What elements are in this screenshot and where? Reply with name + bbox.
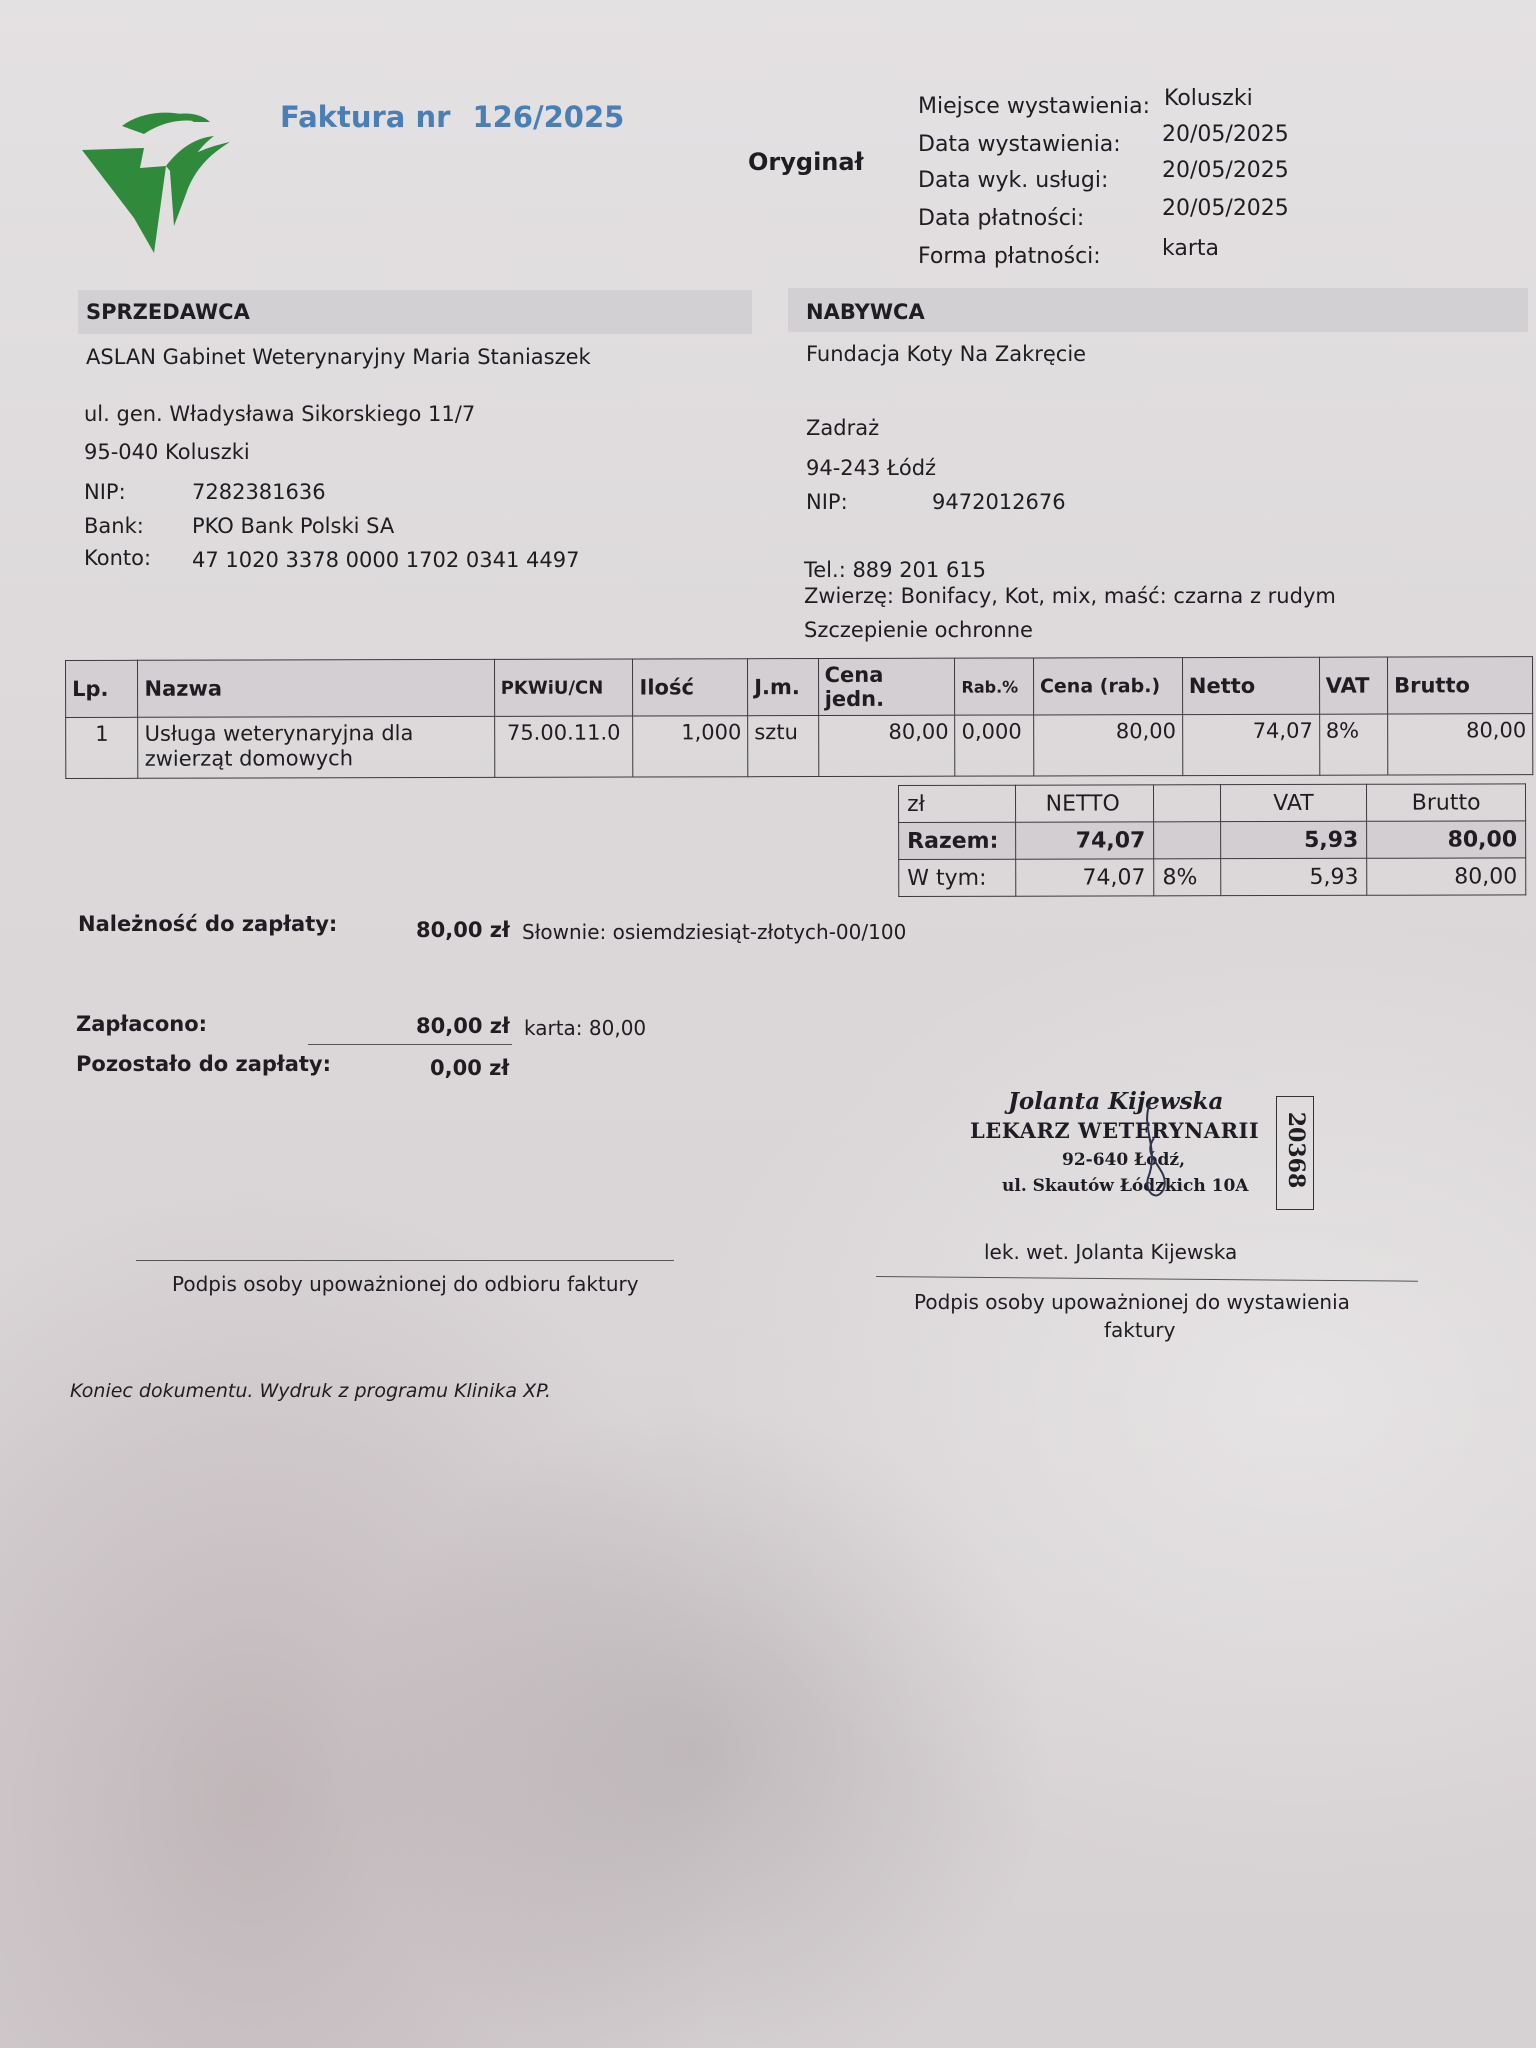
cell-unit: sztu [748,716,819,777]
col-header-gross: Brutto [1388,657,1533,714]
right-signature-caption-1: Podpis osoby upoważnionej do wystawienia [914,1290,1350,1314]
summary-header-net: NETTO [1015,785,1154,822]
summary-header-rate [1154,785,1220,822]
buyer-phone: Tel.: 889 201 615 [804,558,987,582]
footer-note: Koniec dokumentu. Wydruk z programu Klinika XP. [70,1380,551,1402]
buyer-nip-label: NIP: [806,490,848,514]
col-header-vat: VAT [1319,657,1388,714]
col-header-pkwiu: PKWiU/CN [494,659,633,716]
meta-label-place: Miejsce wystawienia: [918,94,1150,119]
invoice-title-prefix: Faktura nr [280,100,451,134]
buyer-heading: NABYWCA [806,300,925,324]
right-signature-name: lek. wet. Jolanta Kijewska [984,1240,1238,1264]
signature-scribble [1120,1098,1190,1208]
invoice-number: 126/2025 [472,100,625,134]
paid-underline [308,1044,512,1045]
meta-value-service-date: 20/05/2025 [1162,158,1289,183]
cell-discount: 0,000 [955,715,1034,776]
cell-unit-price: 80,00 [818,715,955,776]
clinic-logo [82,108,242,253]
meta-value-payment-form: karta [1162,236,1219,261]
seller-nip-label: NIP: [84,480,126,504]
col-header-unit: J.m. [748,659,819,716]
meta-value-payment-date: 20/05/2025 [1162,196,1289,221]
right-signature-line [876,1276,1418,1282]
right-signature-caption-2: faktury [1104,1318,1176,1342]
buyer-city: 94-243 Łódź [806,456,937,480]
seller-name: ASLAN Gabinet Weterynaryjny Maria Staniaszek [86,345,591,369]
paid-amount: 80,00 zł [416,1014,510,1038]
meta-value-place: Koluszki [1164,86,1253,111]
meta-value-issue-date: 20/05/2025 [1162,122,1289,147]
col-header-discount: Rab.% [955,658,1034,715]
invoice-title [280,100,636,134]
buyer-name: Fundacja Koty Na Zakręcie [806,342,1087,366]
stamp-number: 20368 [1283,1111,1309,1189]
amount-due-label: Należność do zapłaty: [78,912,338,936]
cell-net: 74,07 [1182,714,1319,775]
seller-street: ul. gen. Władysława Sikorskiego 11/7 [84,402,476,426]
meta-label-service-date: Data wyk. usługi: [918,168,1109,193]
cell-qty: 1,000 [633,716,748,777]
col-header-qty: Ilość [633,659,748,716]
amount-due: 80,00 zł [416,918,510,942]
summary-breakdown-net: 74,07 [1015,859,1154,896]
summary-header-gross: Brutto [1367,784,1526,821]
left-signature-caption: Podpis osoby upoważnionej do odbioru faktury [172,1272,639,1296]
cell-gross: 80,00 [1388,714,1533,775]
summary-total-label: Razem: [899,822,1016,859]
col-header-net: Netto [1182,657,1319,714]
cell-pkwiu: 75.00.11.0 [494,716,633,777]
summary-breakdown-label: W tym: [899,859,1016,896]
summary-breakdown-row [899,858,1526,897]
left-signature-line [136,1260,674,1261]
cell-lp: 1 [66,717,139,778]
summary-breakdown-rate: 8% [1154,859,1220,896]
meta-label-payment-date: Data płatności: [918,206,1085,231]
paid-label: Zapłacono: [76,1012,208,1036]
summary-total-net: 74,07 [1015,822,1154,859]
meta-label-issue-date: Data wystawienia: [918,132,1121,157]
cell-vat: 8% [1319,714,1388,775]
cell-name: Usługa weterynaryjna dla zwierząt domowych [138,716,494,778]
copy-label: Oryginał [748,148,864,176]
summary-breakdown-vat: 5,93 [1220,858,1367,895]
summary-total-vat: 5,93 [1220,821,1367,858]
summary-header-vat: VAT [1220,784,1367,821]
seller-account-label: Konto: [84,546,152,570]
summary-total-gross: 80,00 [1367,821,1526,858]
items-header-row [66,657,1533,718]
col-header-unit-price: Cena jedn. [818,658,955,715]
seller-bank: PKO Bank Polski SA [192,514,395,538]
col-header-lp: Lp. [66,660,139,717]
paid-method: karta: 80,00 [524,1016,647,1040]
buyer-nip: 9472012676 [932,490,1066,514]
items-table [65,656,1533,779]
table-row [66,714,1533,779]
remaining-label: Pozostało do zapłaty: [76,1052,331,1076]
seller-city: 95-040 Koluszki [84,440,250,464]
seller-bank-label: Bank: [84,514,144,538]
cell-price-after: 80,00 [1034,715,1183,776]
summary-breakdown-gross: 80,00 [1367,858,1526,895]
stamp-city: 92-640 Łódź, [1062,1150,1185,1170]
stamp-name: Jolanta Kijewska [1008,1088,1224,1115]
doctor-stamp [970,1088,1320,1213]
buyer-street: Zadraż [806,416,880,440]
stamp-title: LEKARZ WETERYNARII [970,1118,1260,1143]
stamp-number-box [1276,1096,1314,1210]
summary-table [898,783,1526,897]
summary-currency: zł [899,785,1016,822]
summary-total-row [899,821,1526,860]
summary-total-rate [1154,822,1220,859]
seller-nip: 7282381636 [192,480,326,504]
buyer-animal: Zwierzę: Bonifacy, Kot, mix, maść: czarna z rudym [804,584,1336,608]
seller-heading: SPRZEDAWCA [86,300,250,324]
amount-in-words: Słownie: osiemdziesiąt-złotych-00/100 [522,920,907,944]
summary-header-row [899,784,1526,823]
buyer-service-note: Szczepienie ochronne [804,618,1033,642]
remaining-amount: 0,00 zł [430,1056,510,1080]
meta-label-payment-form: Forma płatności: [918,244,1101,269]
col-header-name: Nazwa [138,659,494,717]
col-header-price-after: Cena (rab.) [1033,658,1182,715]
stamp-street: ul. Skautów Łódzkich 10A [1002,1176,1249,1196]
seller-account: 47 1020 3378 0000 1702 0341 4497 [192,548,580,572]
